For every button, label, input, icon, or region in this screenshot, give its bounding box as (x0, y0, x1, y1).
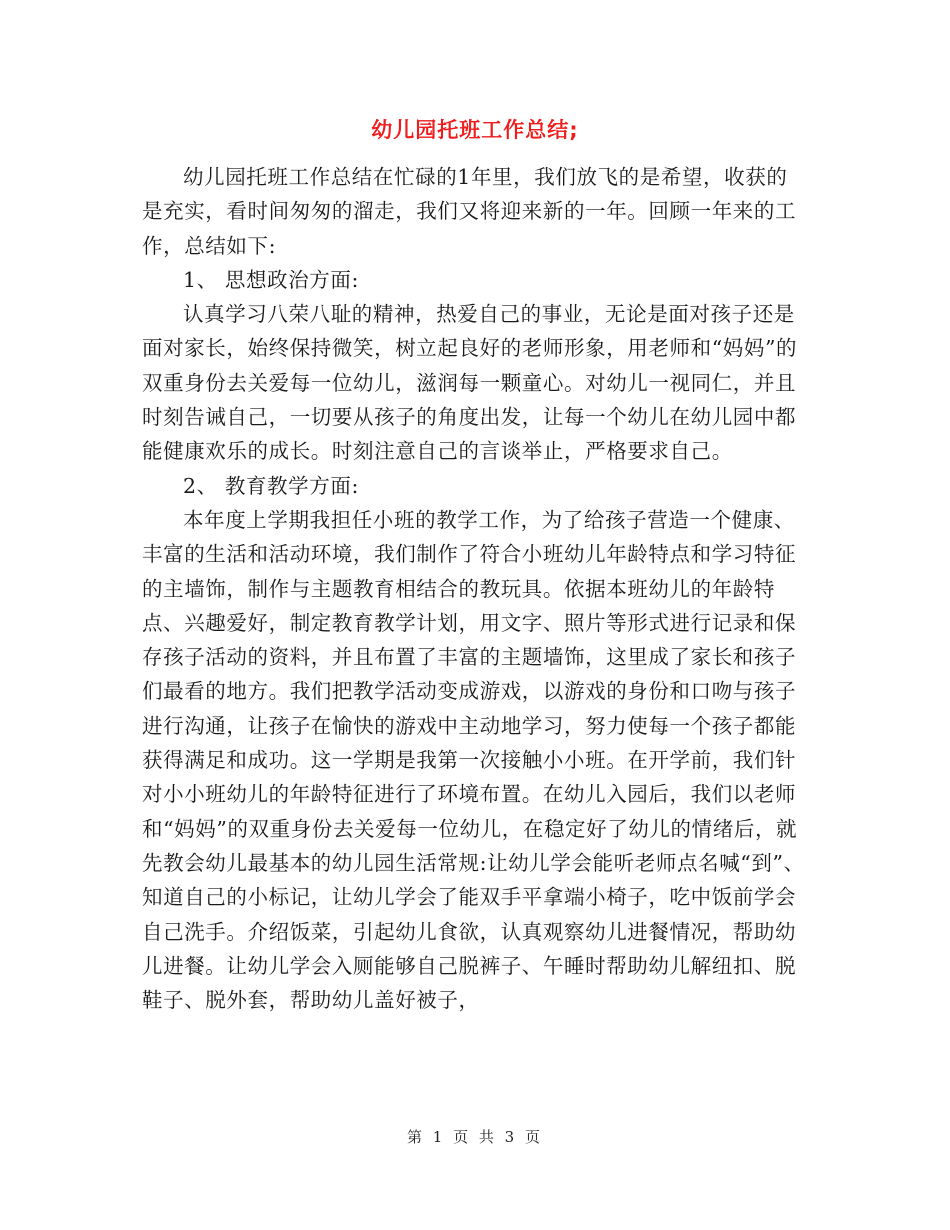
paragraph-section-1: 认真学习八荣八耻的精神，热爱自己的事业，无论是面对孩子还是面对家长，始终保持微笑，树立起良好的老师形象，用老师和“妈妈”的双重身份去关爱每一位幼儿，滋润每一颗童心。对幼儿一视同仁，并且时刻告诫自己，一切要从孩子的角度出发，让每一个幼儿在幼儿园中都能健康欢乐的成长。时刻注意自己的言谈举止，严格要求自己。 (142, 302, 798, 464)
section-heading-1: 1、 思想政治方面: (183, 267, 359, 292)
paragraph-intro: 幼儿园托班工作总结在忙碌的1年里，我们放飞的是希望，收获的是充实，看时间匆匆的溜走，我们又将迎来新的一年。回顾一年来的工作，总结如下: (142, 165, 797, 258)
page-number: 第 1 页 共 3 页 (407, 1128, 543, 1146)
section-heading-2: 2、 教育教学方面: (183, 473, 359, 498)
document-title: 幼儿园托班工作总结; (371, 118, 579, 142)
paragraph-section-2: 本年度上学期我担任小班的教学工作，为了给孩子营造一个健康、丰富的生活和活动环境，我们制作了符合小班幼儿年龄特点和学习特征的主墙饰，制作与主题教育相结合的教玩具。依据本班幼儿的年龄特点、兴趣爱好，制定教育教学计划，用文字、照片等形式进行记录和保存孩子活动的资料，并且布置了丰富的主题墙饰，这里成了家长和孩子们最看的地方。我们把教学活动变成游戏，以游戏的身份和口吻与孩子进行沟通，让孩子在愉快的游戏中主动地学习，努力使每一个孩子都能获得满足和成功。这一学期是我第一次接触小小班。在开学前，我们针对小小班幼儿的年龄特征进行了环境布置。在幼儿入园后，我们以老师和“妈妈”的双重身份去关爱每一位幼儿，在稳定好了幼儿的情绪后，就先教会幼儿最基本的幼儿园生活常规:让幼儿学会能听老师点名喊“到”、知道自己的小标记，让幼儿学会了能双手平拿端小椅子，吃中饭前学会自己洗手。介绍饭菜，引起幼儿食欲，认真观察幼儿进餐情况，帮助幼儿进餐。让幼儿学会入厕能够自己脱裤子、午睡时帮助幼儿解纽扣、脱鞋子、脱外套，帮助幼儿盖好被子， (142, 507, 805, 1013)
document-body (142, 160, 808, 1017)
